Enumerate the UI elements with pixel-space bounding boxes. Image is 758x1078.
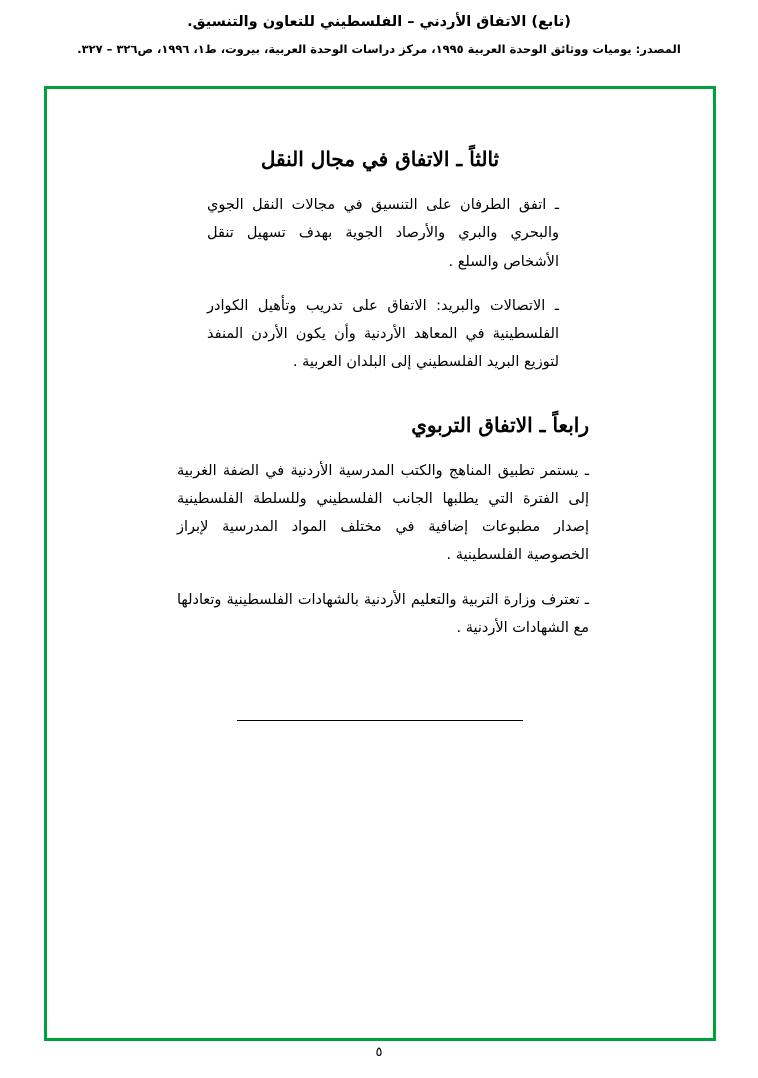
green-content-frame: [44, 86, 716, 1041]
paragraph-curriculum: ـ يستمر تطبيق المناهج والكتب المدرسية الأردنية في الضفة الغربية إلى الفترة التي يطلبها الجانب الفلسطيني وللسلطة الفلسطينية إصدار مطبوعات إضافية في مختلف المواد المدرسية لإبراز الخصوصية الفلسطينية .: [177, 462, 589, 564]
divider-rule: [237, 720, 523, 721]
paragraph-communications-post: ـ الاتصالات والبريد: الاتفاق على تدريب وتأهيل الكوادر الفلسطينية في المعاهد الأردنية وأن يكون الأردن المنفذ لتوزيع البريد الفلسطيني إلى البلدان العربية .: [207, 297, 559, 371]
frame-inner-content: [47, 89, 713, 721]
heading-education-agreement: رابعاً ـ الاتفاق التربوي: [411, 412, 589, 437]
document-header: [0, 0, 758, 58]
heading-transport-agreement: ثالثاً ـ الاتفاق في مجال النقل: [260, 147, 500, 171]
header-source-line: المصدر: يوميات ووثائق الوحدة العربية ١٩٩٥، مركز دراسات الوحدة العربية، بيروت، ط١، ١٩٩٦، ص٣٢٦ – ٣٢٧.: [77, 41, 681, 56]
page-number: ٥: [375, 1045, 383, 1060]
paragraph-certificates: ـ تعترف وزارة التربية والتعليم الأردنية بالشهادات الفلسطينية وتعادلها مع الشهادات الأردنية .: [177, 591, 589, 636]
header-title: (تابع) الاتفاق الأردني – الفلسطيني للتعاون والتنسيق.: [187, 14, 571, 30]
paragraph-transport-coordination: ـ اتفق الطرفان على التنسيق في مجالات النقل الجوي والبحري والبري والأرصاد الجوية بهدف تسهيل تنقل الأشخاص والسلع .: [207, 197, 559, 270]
divider-rule-wrapper: [111, 720, 649, 721]
